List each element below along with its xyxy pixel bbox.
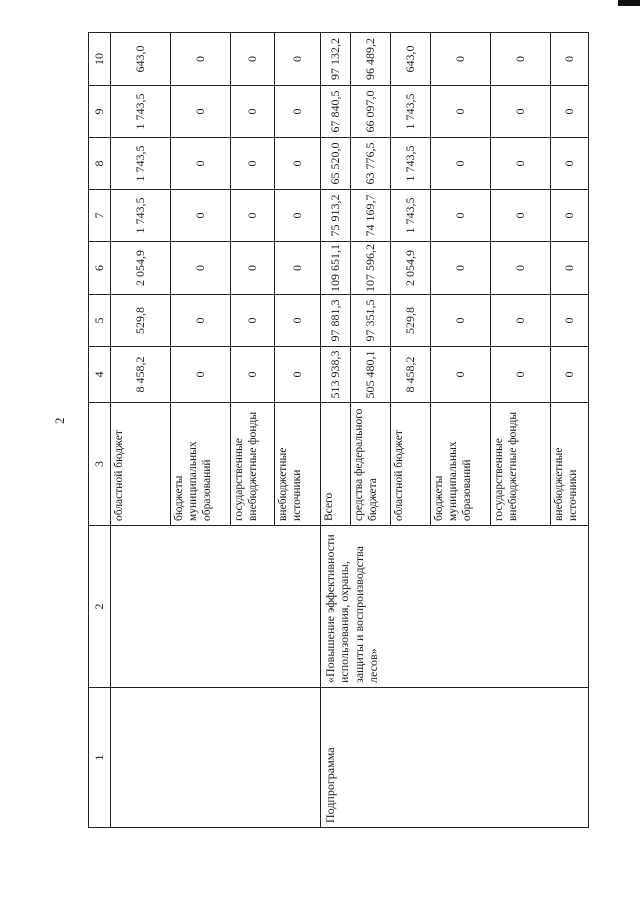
table-row bbox=[321, 33, 351, 828]
value-cell: 643,0 bbox=[391, 33, 431, 86]
value-cell: 0 bbox=[275, 138, 321, 190]
value-cell: 0 bbox=[231, 86, 275, 138]
header-cell: 8 bbox=[89, 138, 111, 190]
value-cell: 513 938,3 bbox=[321, 347, 351, 403]
value-cell: 643,0 bbox=[111, 33, 171, 86]
value-cell: 2 054,9 bbox=[111, 242, 171, 295]
rotated-table-wrapper bbox=[88, 33, 579, 828]
value-cell: 505 480,1 bbox=[351, 347, 391, 403]
value-cell: 0 bbox=[551, 190, 589, 242]
empty-cell bbox=[111, 688, 321, 828]
value-cell: 1 743,5 bbox=[391, 138, 431, 190]
funding-source: государственные внебюджетные фонды bbox=[231, 403, 275, 526]
value-cell: 109 651,1 bbox=[321, 242, 351, 295]
value-cell: 0 bbox=[431, 33, 491, 86]
value-cell: 0 bbox=[231, 190, 275, 242]
value-cell: 66 097,0 bbox=[351, 86, 391, 138]
funding-source: внебюджетные источники bbox=[275, 403, 321, 526]
value-cell: 0 bbox=[551, 347, 589, 403]
value-cell: 75 913,2 bbox=[321, 190, 351, 242]
value-cell: 529,8 bbox=[111, 295, 171, 347]
value-cell: 0 bbox=[275, 190, 321, 242]
value-cell: 0 bbox=[231, 347, 275, 403]
header-cell: 3 bbox=[89, 403, 111, 526]
header-cell: 1 bbox=[89, 688, 111, 828]
value-cell: 0 bbox=[171, 347, 231, 403]
value-cell: 0 bbox=[171, 33, 231, 86]
value-cell: 0 bbox=[171, 190, 231, 242]
program-type: Подпрограмма bbox=[321, 688, 589, 828]
funding-source: областной бюджет bbox=[391, 403, 431, 526]
value-cell: 1 743,5 bbox=[111, 86, 171, 138]
empty-cell bbox=[111, 526, 321, 688]
value-cell: 0 bbox=[275, 33, 321, 86]
funding-source: бюджеты муниципальных образований bbox=[431, 403, 491, 526]
value-cell: 1 743,5 bbox=[391, 190, 431, 242]
table-row bbox=[111, 33, 171, 828]
page-number: 2 bbox=[52, 417, 67, 424]
header-cell: 4 bbox=[89, 347, 111, 403]
value-cell: 0 bbox=[551, 86, 589, 138]
value-cell: 0 bbox=[231, 242, 275, 295]
value-cell: 74 169,7 bbox=[351, 190, 391, 242]
value-cell: 0 bbox=[491, 242, 551, 295]
header-cell: 10 bbox=[89, 33, 111, 86]
header-cell: 5 bbox=[89, 295, 111, 347]
value-cell: 0 bbox=[491, 33, 551, 86]
funding-source: государственные внебюджетные фонды bbox=[491, 403, 551, 526]
value-cell: 0 bbox=[551, 242, 589, 295]
value-cell: 1 743,5 bbox=[111, 190, 171, 242]
value-cell: 0 bbox=[491, 347, 551, 403]
value-cell: 107 596,2 bbox=[351, 242, 391, 295]
value-cell: 0 bbox=[275, 242, 321, 295]
value-cell: 0 bbox=[551, 33, 589, 86]
value-cell: 0 bbox=[171, 242, 231, 295]
value-cell: 0 bbox=[491, 86, 551, 138]
header-row bbox=[89, 33, 111, 828]
value-cell: 0 bbox=[231, 33, 275, 86]
value-cell: 0 bbox=[171, 86, 231, 138]
value-cell: 97 351,5 bbox=[351, 295, 391, 347]
budget-table bbox=[88, 32, 589, 828]
header-cell: 6 bbox=[89, 242, 111, 295]
value-cell: 0 bbox=[171, 295, 231, 347]
value-cell: 0 bbox=[231, 295, 275, 347]
value-cell: 0 bbox=[491, 295, 551, 347]
value-cell: 0 bbox=[431, 347, 491, 403]
value-cell: 0 bbox=[171, 138, 231, 190]
value-cell: 1 743,5 bbox=[391, 86, 431, 138]
value-cell: 2 054,9 bbox=[391, 242, 431, 295]
value-cell: 8 458,2 bbox=[391, 347, 431, 403]
value-cell: 1 743,5 bbox=[111, 138, 171, 190]
value-cell: 0 bbox=[551, 138, 589, 190]
value-cell: 0 bbox=[275, 86, 321, 138]
value-cell: 0 bbox=[431, 86, 491, 138]
value-cell: 97 132,2 bbox=[321, 33, 351, 86]
funding-source: бюджеты муниципальных образований bbox=[171, 403, 231, 526]
value-cell: 0 bbox=[231, 138, 275, 190]
value-cell: 529,8 bbox=[391, 295, 431, 347]
funding-source: областной бюджет bbox=[111, 403, 171, 526]
value-cell: 63 776,5 bbox=[351, 138, 391, 190]
funding-source: внебюджетные источники bbox=[551, 403, 589, 526]
value-cell: 0 bbox=[431, 242, 491, 295]
funding-source: средства федерального бюджета bbox=[351, 403, 391, 526]
value-cell: 67 840,5 bbox=[321, 86, 351, 138]
value-cell: 0 bbox=[275, 295, 321, 347]
value-cell: 0 bbox=[491, 190, 551, 242]
value-cell: 97 881,3 bbox=[321, 295, 351, 347]
value-cell: 0 bbox=[551, 295, 589, 347]
value-cell: 0 bbox=[431, 138, 491, 190]
value-cell: 65 520,0 bbox=[321, 138, 351, 190]
value-cell: 0 bbox=[275, 347, 321, 403]
program-name: «Повышение эффективности использования, охраны, защиты и воспроизводства лесов» bbox=[321, 526, 589, 688]
value-cell: 0 bbox=[431, 190, 491, 242]
scan-corner-mark bbox=[618, 0, 640, 6]
value-cell: 8 458,2 bbox=[111, 347, 171, 403]
header-cell: 7 bbox=[89, 190, 111, 242]
value-cell: 0 bbox=[431, 295, 491, 347]
header-cell: 2 bbox=[89, 526, 111, 688]
funding-source: Всего bbox=[321, 403, 351, 526]
value-cell: 0 bbox=[491, 138, 551, 190]
header-cell: 9 bbox=[89, 86, 111, 138]
value-cell: 96 489,2 bbox=[351, 33, 391, 86]
